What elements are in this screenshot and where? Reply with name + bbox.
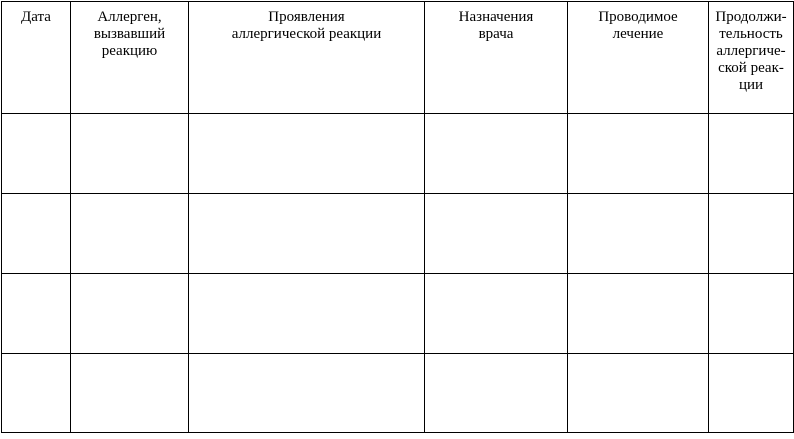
table-row	[2, 194, 794, 274]
header-allergen	[71, 2, 189, 114]
header-allergen-line: Аллерген,	[97, 9, 162, 25]
table-cell	[425, 114, 568, 194]
table-row	[2, 114, 794, 194]
table-cell	[71, 354, 189, 433]
table-cell	[189, 114, 425, 194]
table-cell	[709, 354, 794, 433]
header-treatment	[568, 2, 709, 114]
table-cell	[189, 274, 425, 354]
header-duration-line: тельность	[719, 26, 783, 42]
header-prescriptions	[425, 2, 568, 114]
header-prescriptions-line: врача	[478, 26, 514, 42]
table-cell	[71, 274, 189, 354]
table-cell	[709, 114, 794, 194]
table-cell	[189, 354, 425, 433]
header-duration-line: ской реак-	[718, 60, 784, 76]
allergy-log-table	[1, 1, 794, 433]
header-allergen-line: вызвавший	[93, 26, 166, 42]
header-duration-line: Продолжи-	[715, 9, 787, 25]
table-row	[2, 354, 794, 433]
header-treatment-line: лечение	[612, 26, 664, 42]
header-treatment-line: Проводимое	[598, 9, 678, 25]
table-cell	[189, 194, 425, 274]
header-allergen-line: реакцию	[101, 43, 158, 59]
table-cell	[568, 114, 709, 194]
header-date	[2, 2, 71, 114]
header-duration	[709, 2, 794, 114]
table-cell	[2, 194, 71, 274]
table-cell	[709, 194, 794, 274]
table-cell	[2, 274, 71, 354]
table-cell	[71, 194, 189, 274]
table-cell	[71, 114, 189, 194]
table-cell	[709, 274, 794, 354]
header-duration-line: ции	[738, 77, 764, 93]
header-prescriptions-line: Назначения	[458, 9, 534, 25]
header-row	[2, 2, 794, 114]
table-cell	[568, 194, 709, 274]
table-cell	[568, 354, 709, 433]
table-cell	[2, 354, 71, 433]
header-manifestations-line: аллергической реакции	[231, 26, 382, 42]
header-duration-line: аллергиче-	[716, 43, 786, 59]
table-cell	[2, 114, 71, 194]
header-manifestations-line: Проявления	[268, 9, 345, 25]
header-date-line: Дата	[21, 9, 51, 25]
table-cell	[568, 274, 709, 354]
table-cell	[425, 194, 568, 274]
table-cell	[425, 274, 568, 354]
table-row	[2, 274, 794, 354]
table-cell	[425, 354, 568, 433]
header-manifestations	[189, 2, 425, 114]
